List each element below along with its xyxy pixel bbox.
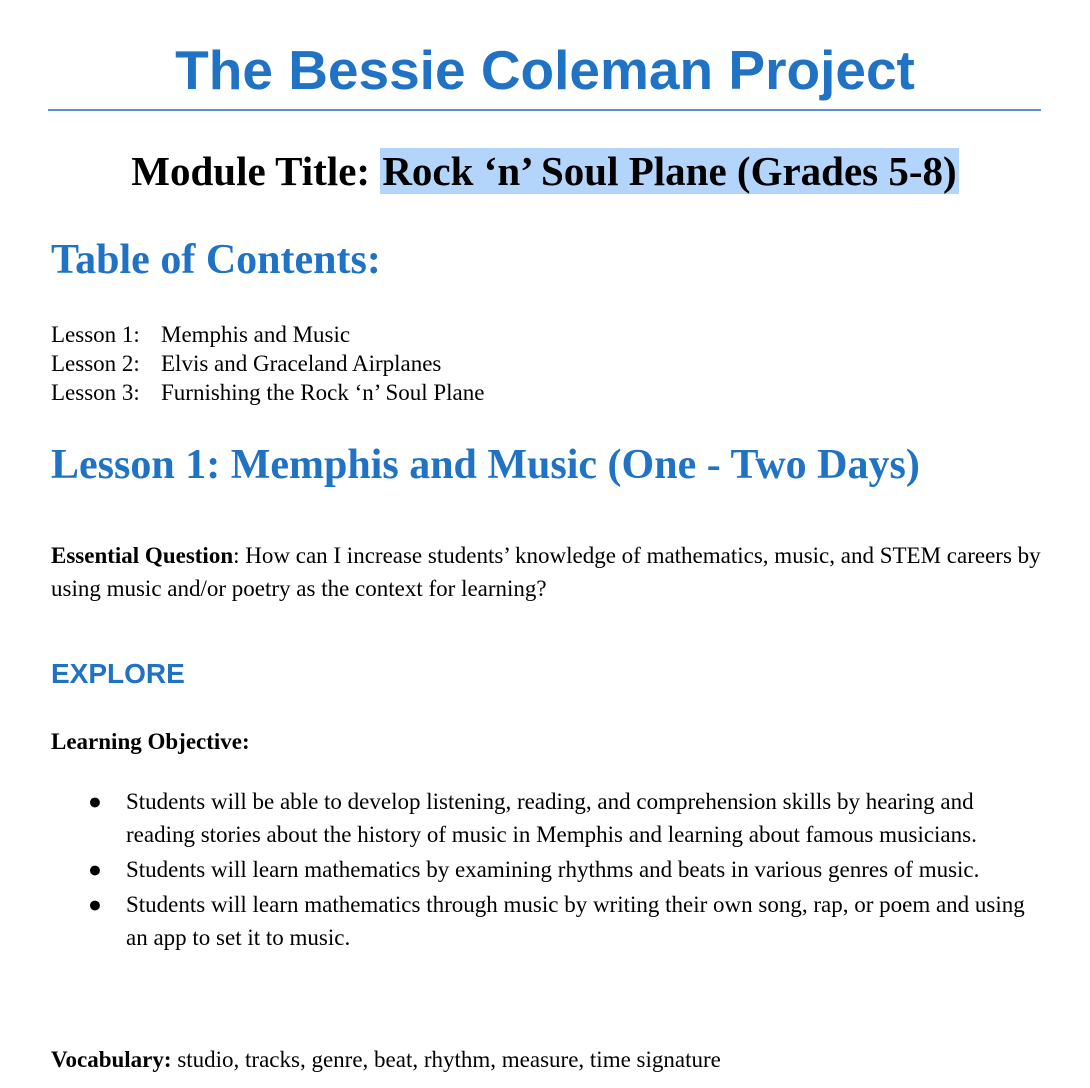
bullet-icon: ●: [88, 857, 102, 882]
list-item: [0, 853, 1036, 886]
module-title-selected-text[interactable]: Rock ‘n’ Soul Plane (Grades 5-8): [382, 148, 957, 194]
objective-text: Students will be able to develop listening, reading, and comprehension skills by hearing and reading stories about the history of music in Memphis and learning about famous musicians.: [126, 789, 977, 847]
vocabulary-label: Vocabulary:: [51, 1047, 172, 1072]
essential-question-text: : How can I increase students’ knowledge of mathematics, music, and STEM careers by using music and/or poetry as the context for learning?: [51, 543, 1041, 601]
document-title: The Bessie Coleman Project: [175, 39, 915, 101]
list-item: [0, 888, 1036, 954]
toc-item-number: Lesson 2:: [51, 351, 140, 376]
explore-heading: EXPLORE: [51, 658, 185, 689]
vocabulary-paragraph: [51, 1043, 721, 1076]
toc-item: [51, 320, 484, 349]
list-item: [0, 785, 1036, 851]
toc-item: [51, 349, 484, 378]
objective-text: Students will learn mathematics through music by writing their own song, rap, or poem and using an app to set it to music.: [126, 892, 1025, 950]
lesson-1-heading: Lesson 1: Memphis and Music (One - Two Days): [51, 442, 920, 488]
toc-item-number: Lesson 3:: [51, 380, 140, 405]
toc-item-title: Furnishing the Rock ‘n’ Soul Plane: [161, 380, 485, 405]
toc-item-number: Lesson 1:: [51, 322, 140, 347]
toc-item-title: Elvis and Graceland Airplanes: [161, 351, 442, 376]
toc-list: [51, 320, 484, 407]
essential-question-paragraph: [51, 539, 1051, 605]
bullet-icon: ●: [88, 892, 102, 917]
module-title-label: Module Title:: [131, 148, 381, 194]
module-title: [0, 140, 1090, 202]
learning-objectives-list: [0, 785, 1090, 956]
toc-item-title: Memphis and Music: [161, 322, 351, 347]
bullet-icon: ●: [88, 789, 102, 814]
learning-objective-label: Learning Objective:: [51, 729, 250, 754]
objective-text: Students will learn mathematics by examining rhythms and beats in various genres of music.: [126, 857, 980, 882]
toc-heading: Table of Contents:: [51, 237, 381, 283]
toc-item: [51, 378, 484, 407]
essential-question-label: Essential Question: [51, 543, 234, 568]
title-underline-rule: [48, 109, 1041, 111]
vocabulary-text: studio, tracks, genre, beat, rhythm, measure, time signature: [171, 1047, 721, 1072]
